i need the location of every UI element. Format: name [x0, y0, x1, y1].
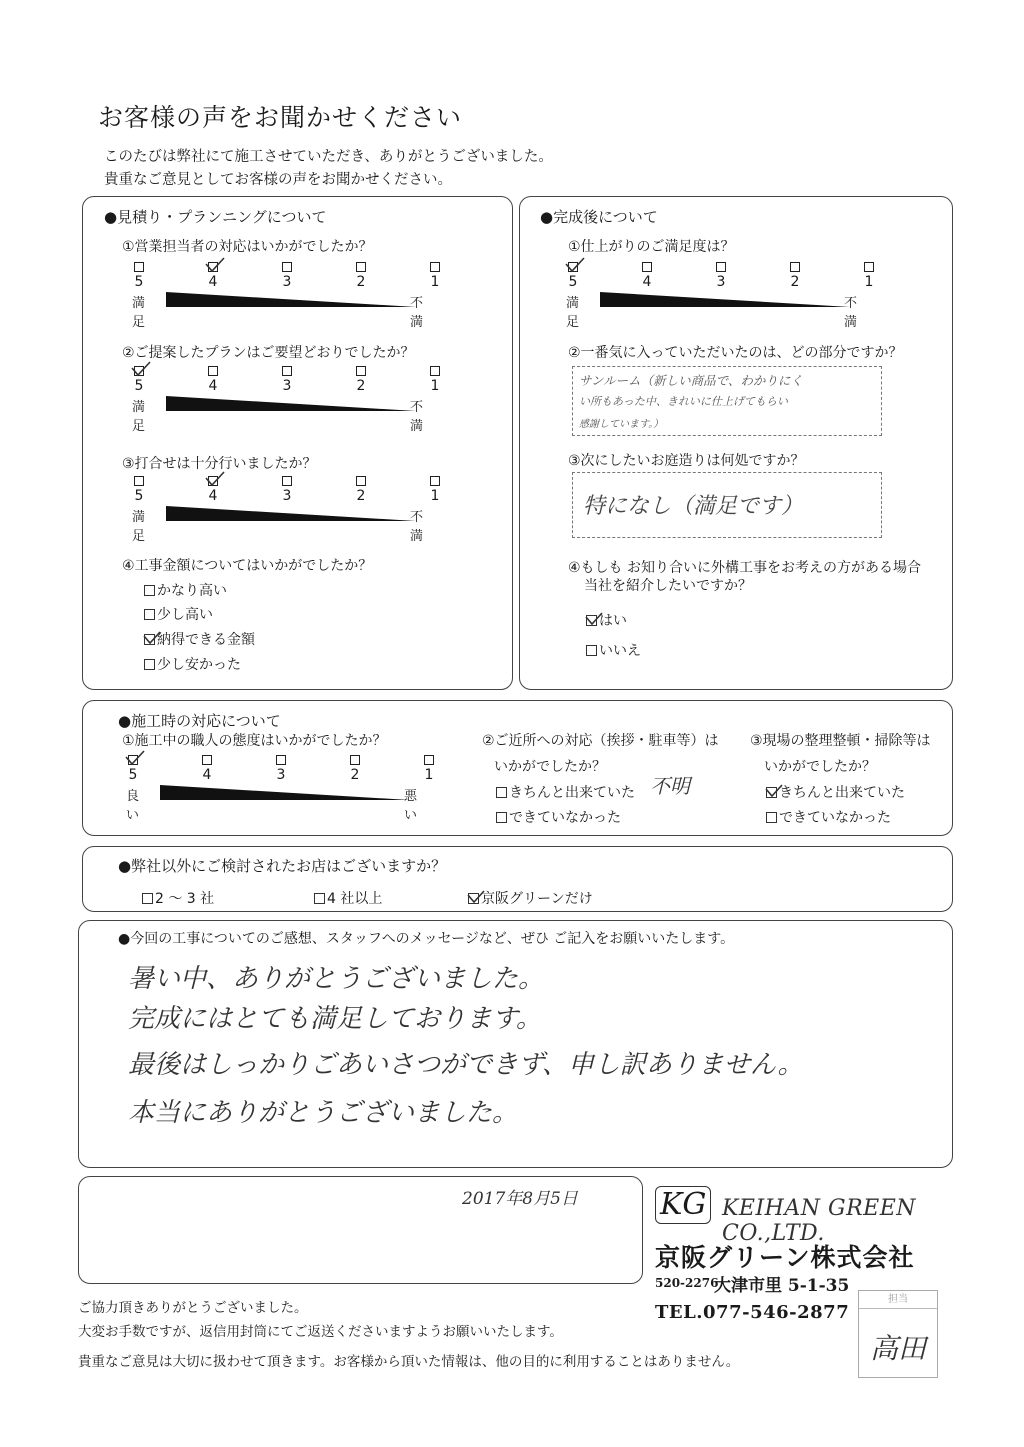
comment-line-4: 本当にありがとうございました。: [128, 1098, 519, 1128]
checkbox[interactable]: [314, 893, 325, 904]
planning-heading: ●見積り・プランニングについて: [104, 208, 327, 226]
planning-q1: ①営業担当者の対応はいかがでしたか？: [122, 239, 373, 255]
checkbox[interactable]: [496, 812, 507, 823]
option-price-slightly-high[interactable]: 少し高い: [144, 604, 213, 624]
staff-label: 担当: [859, 1291, 937, 1309]
planning-q2: ②ご提案したプランはご要望どおりでしたか？: [122, 345, 415, 361]
other-shops-heading: ●弊社以外にご検討されたお店はございますか？: [118, 857, 447, 875]
answer-line-1: サンルーム（新しい商品で、わかりにく: [579, 373, 803, 388]
checkbox-checked[interactable]: [468, 893, 479, 904]
page-title: お客様の声をお聞かせください: [98, 103, 463, 132]
comment-line-3: 最後はしっかりごあいさつができず、申し訳ありません。: [128, 1050, 804, 1080]
rating-number-1: 1: [430, 274, 440, 290]
neighbor-handwritten-note: 不明: [650, 774, 690, 798]
option-shops-4-plus[interactable]: 4 社以上: [314, 888, 382, 908]
footer-line-2: 大変お手数ですが、返信用封筒にてご返送くださいますようお願いいたします。: [78, 1324, 563, 1340]
company-tel: TEL.077-546-2877: [655, 1302, 850, 1323]
construction-q2-line-1: ②ご近所への対応（挨拶・駐車等）は: [482, 733, 719, 749]
rating-number-1: 1: [864, 274, 874, 290]
checkbox[interactable]: [496, 787, 507, 798]
check-mark-icon: [764, 783, 784, 799]
option-price-slightly-cheap[interactable]: 少し安かった: [144, 654, 241, 674]
rating-number-4: 4: [208, 378, 218, 394]
rating-box-2[interactable]: [356, 262, 366, 272]
scale-wedge: [160, 785, 410, 801]
check-mark-icon: [466, 889, 486, 905]
company-name-jp: 京阪グリーン株式会社: [655, 1243, 915, 1272]
answer-next-garden: 特になし（満足です）: [583, 494, 804, 519]
construction-q2-line-2: いかがでしたか？: [494, 759, 606, 775]
rating-number-5: 5: [128, 767, 138, 783]
intro-line-1: このたびは弊社にて施工させていただき、ありがとうございました。: [104, 149, 553, 165]
construction-q3-line-2: いかがでしたか？: [764, 759, 876, 775]
after-heading: ●完成後について: [540, 208, 658, 226]
scale-good-label: 満足: [566, 296, 580, 330]
rating-box-1[interactable]: [424, 755, 434, 765]
company-name-en: KEIHAN GREEN CO.,LTD.: [722, 1196, 917, 1246]
after-q1: ①仕上がりのご満足度は？: [568, 239, 735, 255]
rating-number-3: 3: [282, 488, 292, 504]
rating-number-2: 2: [790, 274, 800, 290]
scale-good-label: 満足: [132, 296, 146, 330]
comment-line-2: 完成にはとても満足しております。: [128, 1004, 542, 1034]
option-shops-2-3[interactable]: 2 ～ 3 社: [142, 888, 214, 908]
rating-box-2[interactable]: [356, 366, 366, 376]
favorite-part-answer-box[interactable]: [572, 366, 882, 436]
rating-box-2[interactable]: [356, 476, 366, 486]
rating-number-2: 2: [356, 378, 366, 394]
checkbox-checked[interactable]: [586, 615, 597, 626]
after-q4-line-1: ④もしも お知り合いに外構工事をお考えの方がある場合: [568, 560, 921, 576]
checkbox[interactable]: [142, 893, 153, 904]
rating-number-1: 1: [430, 378, 440, 394]
scale-wedge: [166, 292, 416, 308]
rating-number-2: 2: [356, 488, 366, 504]
rating-box-2[interactable]: [790, 262, 800, 272]
scale-bad-label: 不満: [410, 510, 424, 544]
comment-line-1: 暑い中、ありがとうございました。: [128, 964, 545, 994]
rating-box-3[interactable]: [276, 755, 286, 765]
rating-number-4: 4: [208, 274, 218, 290]
rating-number-5: 5: [134, 274, 144, 290]
check-mark-icon: [124, 749, 146, 767]
checkbox[interactable]: [766, 812, 777, 823]
after-q3: ③次にしたいお庭造りは何処ですか？: [568, 453, 805, 469]
rating-box-1[interactable]: [430, 366, 440, 376]
answer-line-2: い所もあった中、きれいに仕上げてもらい: [579, 395, 788, 408]
rating-box-3[interactable]: [282, 262, 292, 272]
checkbox[interactable]: [586, 645, 597, 656]
option-neighbor-good[interactable]: きちんと出来ていた: [496, 782, 635, 802]
scale-bad-label: 不満: [844, 296, 858, 330]
footer-line-1: ご協力頂きありがとうございました。: [78, 1300, 308, 1316]
scale-bad-label: 不満: [410, 296, 424, 330]
check-mark-icon: [584, 611, 604, 627]
rating-box-4[interactable]: [202, 755, 212, 765]
option-shops-keihan-only[interactable]: 京阪グリーンだけ: [468, 888, 593, 908]
rating-number-1: 1: [424, 767, 434, 783]
rating-number-5: 5: [134, 488, 144, 504]
check-mark-icon: [564, 256, 586, 274]
rating-number-4: 4: [642, 274, 652, 290]
option-recommend-no[interactable]: いいえ: [586, 640, 641, 660]
rating-box-4[interactable]: [642, 262, 652, 272]
option-cleanup-good[interactable]: きちんと出来ていた: [766, 782, 905, 802]
option-price-reasonable[interactable]: 納得できる金額: [144, 629, 255, 649]
check-mark-icon: [142, 630, 162, 646]
rating-number-3: 3: [276, 767, 286, 783]
scale-bad-label: 不満: [410, 400, 424, 434]
staff-name: 高田: [869, 1332, 926, 1365]
scale-good-label: 満足: [132, 400, 146, 434]
after-q4-line-2: 当社を紹介したいですか？: [584, 578, 752, 594]
rating-box-5[interactable]: [134, 476, 144, 486]
checkbox[interactable]: [144, 659, 155, 670]
rating-box-3[interactable]: [282, 366, 292, 376]
planning-q3: ③打合せは十分行いましたか？: [122, 456, 317, 472]
construction-heading: ●施工時の対応について: [118, 712, 281, 730]
construction-q3-line-1: ③現場の整理整頓・掃除等は: [750, 733, 931, 749]
checkbox-checked[interactable]: [144, 634, 155, 645]
scale-wedge: [166, 396, 416, 412]
date-handwritten: 2017年8月5日: [462, 1189, 578, 1209]
rating-box-3[interactable]: [716, 262, 726, 272]
scale-wedge: [600, 292, 850, 308]
rating-number-4: 4: [208, 488, 218, 504]
rating-box-3[interactable]: [282, 476, 292, 486]
rating-number-5: 5: [134, 378, 144, 394]
checkbox[interactable]: [144, 585, 155, 596]
planning-q4: ④工事金額についてはいかがでしたか？: [122, 558, 373, 574]
rating-number-3: 3: [282, 378, 292, 394]
option-cleanup-bad[interactable]: できていなかった: [766, 807, 891, 827]
rating-number-1: 1: [430, 488, 440, 504]
intro-line-2: 貴重なご意見としてお客様の声をお聞かせください。: [104, 172, 452, 188]
rating-number-3: 3: [716, 274, 726, 290]
next-garden-answer-box[interactable]: [572, 472, 882, 538]
company-logo: KG: [655, 1186, 711, 1224]
checkbox[interactable]: [144, 609, 155, 620]
rating-number-3: 3: [282, 274, 292, 290]
after-q2: ②一番気に入っていただいたのは、どの部分ですか？: [568, 345, 903, 361]
scale-good-label: 満足: [132, 510, 146, 544]
rating-box-5[interactable]: [134, 262, 144, 272]
check-mark-icon: [130, 360, 152, 378]
rating-box-1[interactable]: [864, 262, 874, 272]
rating-number-4: 4: [202, 767, 212, 783]
footer-line-3: 貴重なご意見は大切に扱わせて頂きます。お客様から頂いた情報は、他の目的に利用することはありません。: [78, 1354, 740, 1370]
rating-number-5: 5: [568, 274, 578, 290]
checkbox-checked[interactable]: [766, 787, 777, 798]
scale-good-label: 良い: [126, 789, 140, 823]
rating-number-2: 2: [350, 767, 360, 783]
company-postal: 520-2276: [655, 1276, 719, 1290]
company-address: 大津市里 5-1-35: [714, 1276, 850, 1296]
answer-line-3: 感謝しています。）: [579, 419, 664, 430]
option-neighbor-bad[interactable]: できていなかった: [496, 807, 621, 827]
rating-box-1[interactable]: [430, 476, 440, 486]
construction-q1: ①施工中の職人の態度はいかがでしたか？: [122, 733, 387, 749]
rating-box-4[interactable]: [208, 366, 218, 376]
option-price-very-high[interactable]: かなり高い: [144, 580, 227, 600]
comments-heading: ●今回の工事についてのご感想、スタッフへのメッセージなど、ぜひ ご記入をお願いいたします。: [118, 931, 735, 947]
staff-stamp-box: [858, 1290, 938, 1378]
rating-box-1[interactable]: [430, 262, 440, 272]
scale-bad-label: 悪い: [404, 789, 418, 823]
check-mark-icon: [204, 470, 226, 488]
rating-number-2: 2: [356, 274, 366, 290]
rating-box-2[interactable]: [350, 755, 360, 765]
option-recommend-yes[interactable]: はい: [586, 610, 627, 630]
check-mark-icon: [204, 256, 226, 274]
scale-wedge: [166, 506, 416, 522]
